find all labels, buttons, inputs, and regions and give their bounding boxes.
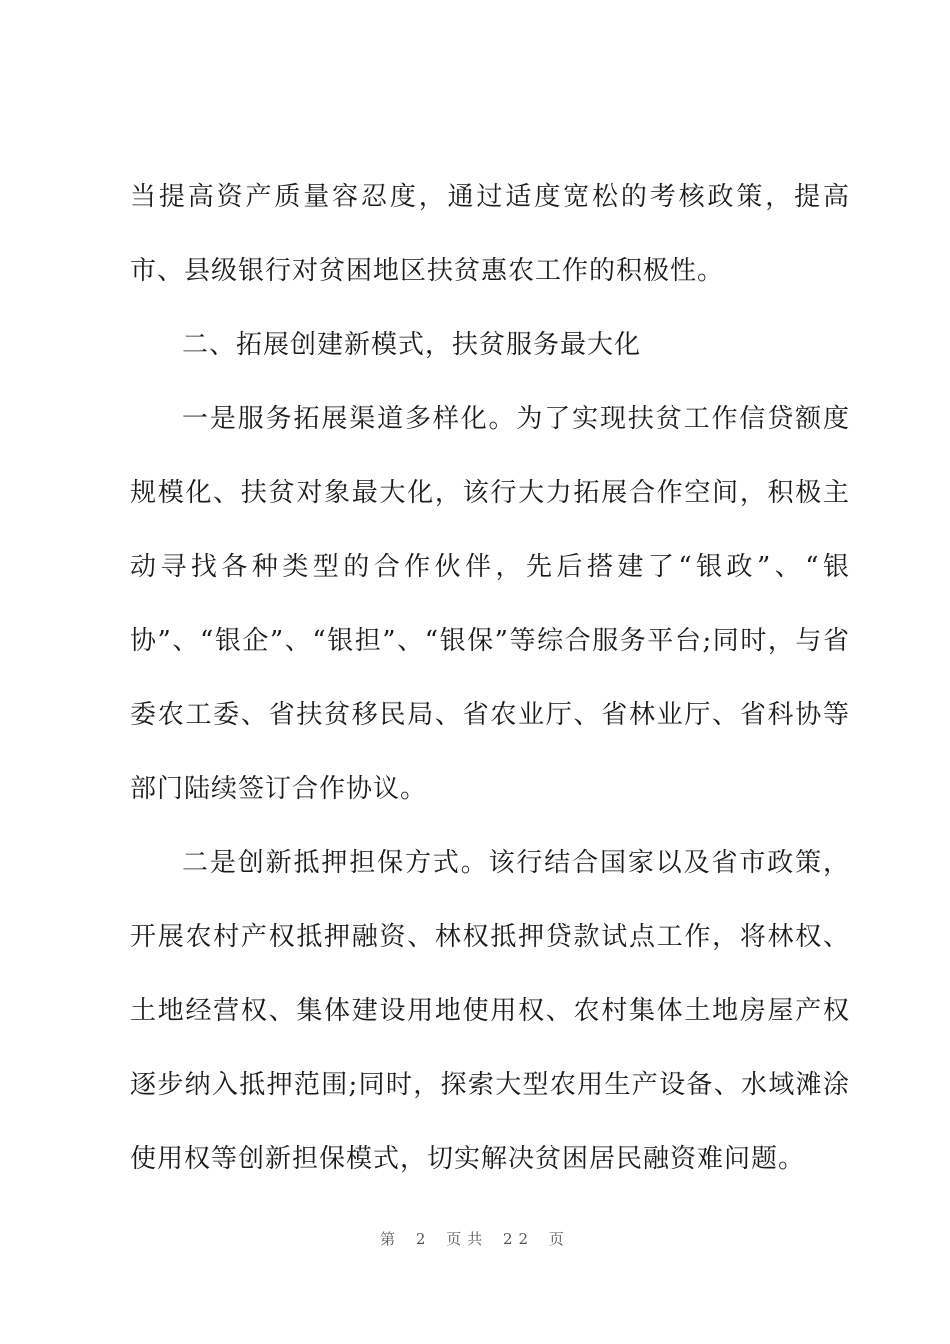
section-heading: 二、拓展创建新模式，扶贫服务最大化 xyxy=(182,330,642,360)
paragraph-1: 当提高资产质量容忍度，通过适度宽松的考核政策，提高市、县级银行对贫困地区扶贫惠农工作的积极性。 xyxy=(130,182,850,286)
footer-prefix: 第 xyxy=(380,1230,402,1248)
page-footer xyxy=(0,1228,950,1249)
footer-suffix: 页 xyxy=(548,1230,570,1248)
footer-total-pages: 22 xyxy=(503,1230,535,1248)
paragraph-2: 一是服务拓展渠道多样化。为了实现扶贫工作信贷额度规模化、扶贫对象最大化，该行大力拓展合作空间，积极主动寻找各种类型的合作伙伴，先后搭建了“银政”、“银协”、“银企”、“银担”、“银保”等综合服务平台;同时，与省委农工委、省扶贫移民局、省农业厅、省林业厅、省科协等部门陆续签订合作协议。 xyxy=(130,404,850,804)
document-body xyxy=(130,160,850,1196)
footer-page-number: 2 xyxy=(415,1230,432,1248)
footer-middle: 页共 xyxy=(446,1230,489,1248)
paragraph-3: 二是创新抵押担保方式。该行结合国家以及省市政策，开展农村产权抵押融资、林权抵押贷款试点工作，将林权、土地经营权、集体建设用地使用权、农村集体土地房屋产权逐步纳入抵押范围;同时，探索大型农用生产设备、水域滩涂使用权等创新担保模式，切实解决贫困居民融资难问题。 xyxy=(130,848,850,1174)
